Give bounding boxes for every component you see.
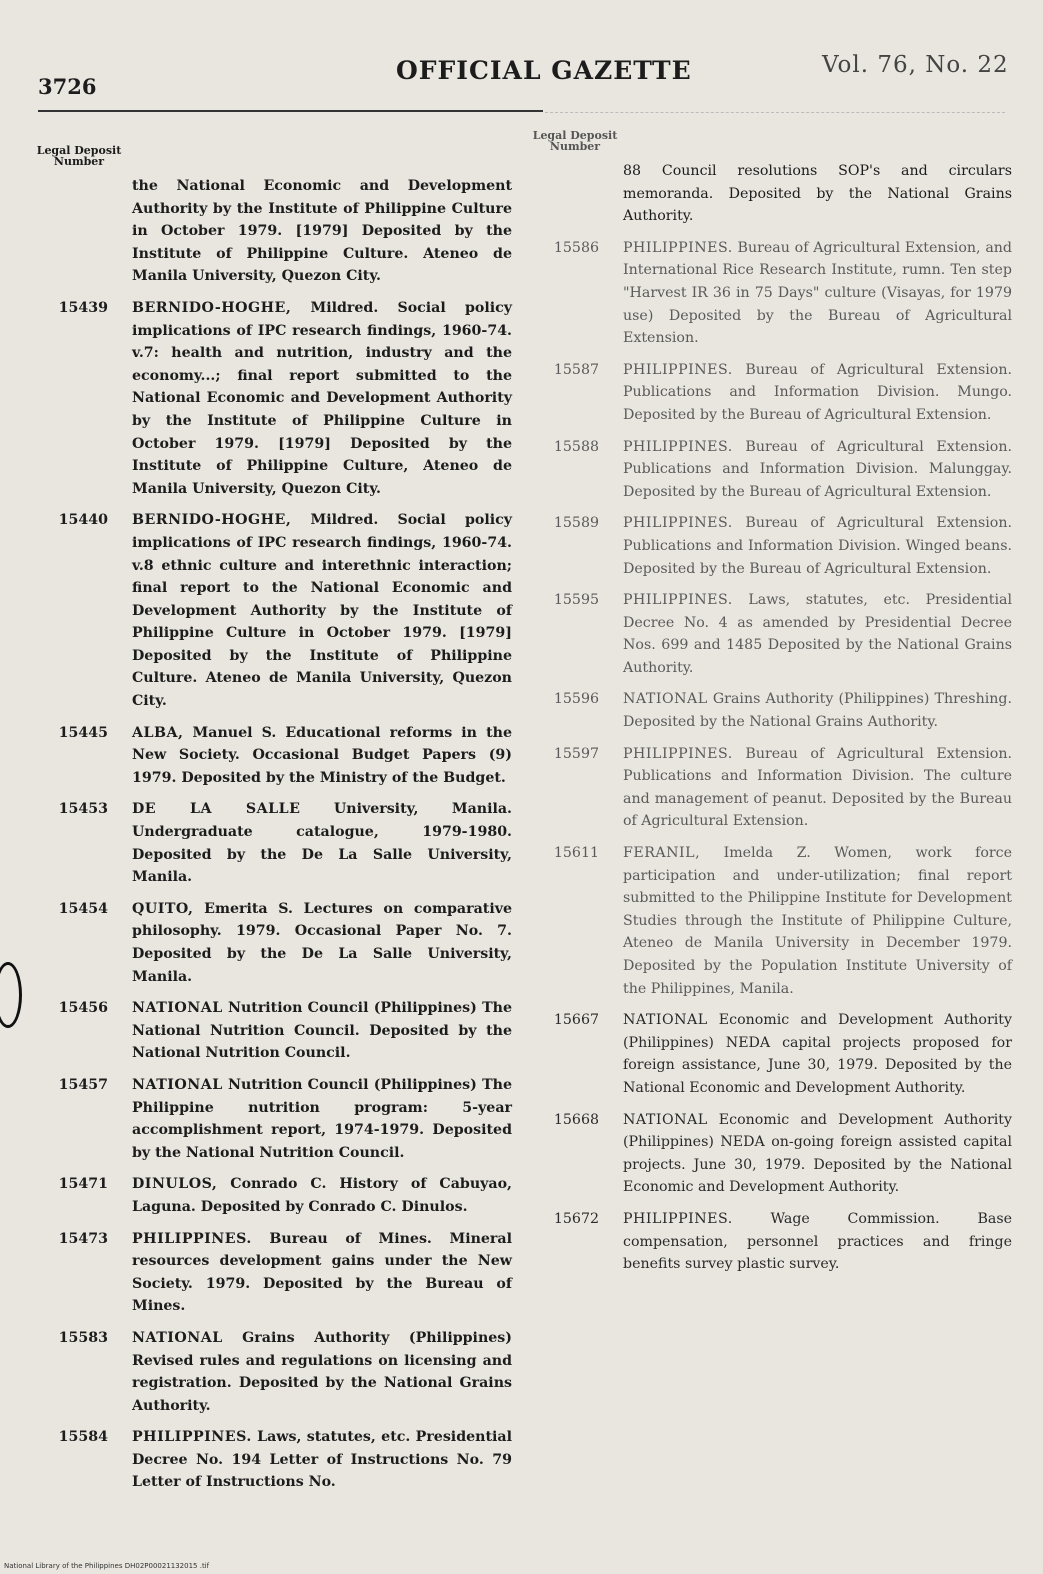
deposit-entry	[515, 512, 1012, 580]
entry-heading: DINULOS,	[132, 1176, 218, 1193]
publication-title: OFFICIAL GAZETTE	[396, 56, 692, 85]
deposit-number: 15456	[58, 1000, 108, 1017]
deposit-number: 15457	[58, 1076, 108, 1093]
column-heading-left: Legal Deposit Number	[36, 144, 122, 168]
entry-text: Grains Authority (Philippines) Threshing. Deposited by the National Grains Authority.	[623, 691, 1012, 731]
entry-text: Bureau of Agricultural Extension. Publications and Information Division. Malunggay. Deposited by the Bureau of Agricultural Extension.	[623, 438, 1012, 500]
entry-text: Emerita S. Lectures on comparative philosophy. 1979. Occasional Paper No. 7. Deposited by the De La Salle University, Manila.	[132, 900, 512, 985]
entry-heading: NATIONAL	[623, 1111, 708, 1128]
entry-text: Wage Commission. Base compensation, personnel practices and fringe benefits survey plastic survey.	[623, 1210, 1012, 1273]
entry-text: Bureau of Agricultural Extension. Publications and Information Division. Mungo. Deposited by the Bureau of Agricultural Extension.	[623, 361, 1012, 423]
deposit-number: 15440	[58, 512, 108, 529]
deposit-number: 15667	[553, 1012, 599, 1029]
entry-text: Conrado C. History of Cabuyao, Laguna. Deposited by Conrado C. Dinulos.	[132, 1176, 512, 1215]
deposit-entry	[515, 842, 1012, 1000]
deposit-entry	[24, 1074, 512, 1164]
deposit-entry	[24, 297, 512, 500]
entry-text: Mildred. Social policy implications of IPC research findings, 1960-74. v.7: health and nutrition, industry and the economy...; final report submitted to the National Economic and Development Authority by the Institute of Philippine Culture in October 1979. [1979] Deposited by the Institute of Philippine Culture, Ateneo de Manila University, Quezon City.	[132, 299, 512, 497]
entry-heading: NATIONAL	[623, 1012, 708, 1029]
entry-heading: FERANIL,	[623, 845, 701, 862]
deposit-entry	[24, 1327, 512, 1417]
header-rule	[38, 110, 543, 112]
deposit-number: 15473	[58, 1230, 108, 1247]
deposit-number: 15583	[58, 1329, 108, 1346]
entry-heading: NATIONAL	[132, 1076, 223, 1093]
deposit-number: 15587	[553, 361, 599, 378]
deposit-entry	[24, 1173, 512, 1218]
deposit-entry	[515, 237, 1012, 350]
entry-text: Imelda Z. Women, work force participation and under-utilization; final report submitted to the Philippine Institute for Development Studies through the Institute of Philippine Culture, Ateneo de Manila University in December 1979. Deposited by the Population Institute University of the Philippines, Manila.	[623, 845, 1012, 997]
entry-text: 88 Council resolutions SOP's and circulars memoranda. Deposited by the National Grains Authority.	[623, 163, 1012, 225]
deposit-number: 15584	[58, 1429, 108, 1446]
deposit-entry	[515, 359, 1012, 427]
entry-heading: ALBA,	[132, 724, 184, 741]
deposit-number: 15597	[553, 745, 599, 762]
entry-heading: PHILIPPINES.	[623, 361, 733, 378]
entry-text: Bureau of Agricultural Extension. Publications and Information Division. Winged beans. Deposited by the Bureau of Agricultural Extension.	[623, 515, 1012, 577]
deposit-number: 15471	[58, 1176, 108, 1193]
entry-text: Nutrition Council (Philippines) The Philippine nutrition program: 5-year accomplishment report, 1974-1979. Deposited by the National Nutrition Council.	[132, 1076, 512, 1161]
entry-heading: BERNIDO-HOGHE,	[132, 299, 292, 316]
entry-text: Bureau of Agricultural Extension, and International Rice Research Institute, rumn. Ten step "Harvest IR 36 in 75 Days" culture (Visayas, for 1979 use) Deposited by the Bureau of Agricultural Extension.	[623, 239, 1012, 347]
deposit-entry	[24, 997, 512, 1065]
deposit-entry	[515, 1109, 1012, 1199]
deposit-entry	[515, 743, 1012, 833]
volume-issue: Vol. 76, No. 22	[822, 52, 1009, 78]
deposit-entry	[24, 175, 512, 288]
entry-text: Bureau of Agricultural Extension. Publications and Information Division. The culture and management of peanut. Deposited by the Bureau of Agricultural Extension.	[623, 745, 1012, 830]
entry-text: Grains Authority (Philippines) Revised rules and regulations on licensing and registration. Deposited by the National Grains Authority.	[132, 1329, 512, 1414]
deposit-number: 15611	[553, 845, 599, 862]
entry-text: Mildred. Social policy implications of IPC research findings, 1960-74. v.8 ethnic culture and interethnic interaction; final report to the National Economic and Development Authority by the Institute of Philippine Culture in October 1979. [1979] Deposited by the Institute of Philippine Culture. Ateneo de Manila University, Quezon City.	[132, 512, 512, 710]
deposit-entry	[515, 1009, 1012, 1099]
deposit-entry	[515, 688, 1012, 733]
deposit-entry	[24, 1228, 512, 1318]
entry-heading: PHILIPPINES.	[623, 515, 733, 532]
entry-heading: PHILIPPINES.	[623, 592, 733, 609]
deposit-entry	[515, 436, 1012, 504]
header-rule-right	[545, 112, 1005, 113]
entry-text: Laws, statutes, etc. Presidential Decree No. 194 Letter of Instructions No. 79 Letter of Instructions No.	[132, 1429, 512, 1491]
deposit-entry	[24, 798, 512, 888]
deposit-number: 15595	[553, 592, 599, 609]
deposit-number: 15596	[553, 691, 599, 708]
entry-text: Laws, statutes, etc. Presidential Decree No. 4 as amended by Presidential Decree Nos. 699 and 1485 Deposited by the National Grains Authority.	[623, 592, 1012, 676]
entry-heading: PHILIPPINES.	[623, 1210, 733, 1227]
entry-text: Nutrition Council (Philippines) The National Nutrition Council. Deposited by the National Nutrition Council.	[132, 1000, 512, 1062]
deposit-number: 15439	[58, 299, 108, 316]
entry-heading: PHILIPPINES.	[623, 745, 733, 762]
scan-footer: National Library of the Philippines DH02P00021132015 .tif	[4, 1562, 210, 1570]
entry-heading: PHILIPPINES.	[132, 1230, 252, 1247]
deposit-entry	[515, 160, 1012, 228]
entry-text: Bureau of Mines. Mineral resources development gains under the New Society. 1979. Deposited by the Bureau of Mines.	[132, 1230, 512, 1315]
deposit-entry	[24, 509, 512, 712]
deposit-entry	[24, 722, 512, 790]
entry-heading: DE LA SALLE	[132, 801, 301, 818]
deposit-number: 15672	[553, 1210, 599, 1227]
deposit-number: 15453	[58, 801, 108, 818]
page-number: 3726	[38, 74, 97, 99]
entry-text: Economic and Development Authority (Philippines) NEDA capital projects proposed for foreign assistance, June 30, 1979. Deposited by the National Economic and Development Authority.	[623, 1012, 1012, 1096]
entry-text: Economic and Development Authority (Philippines) NEDA on-going foreign assisted capital projects. June 30, 1979. Deposited by the National Economic and Development Authority.	[623, 1111, 1012, 1196]
deposit-number: 15454	[58, 900, 108, 917]
deposit-entry	[515, 589, 1012, 679]
right-column	[515, 160, 1012, 1285]
entry-heading: PHILIPPINES.	[623, 239, 733, 256]
entry-text: Manuel S. Educational reforms in the New Society. Occasional Budget Papers (9) 1979. Deposited by the Ministry of the Budget.	[132, 724, 512, 786]
deposit-entry	[24, 1426, 512, 1494]
entry-heading: BERNIDO-HOGHE,	[132, 512, 292, 529]
entry-text: the National Economic and Development Authority by the Institute of Philippine Culture in October 1979. [1979] Deposited by the Institute of Philippine Culture. Ateneo de Manila University, Quezon City.	[132, 178, 512, 285]
deposit-entry	[515, 1208, 1012, 1276]
left-column	[24, 175, 512, 1503]
entry-heading: NATIONAL	[132, 1000, 223, 1017]
deposit-number: 15586	[553, 239, 599, 256]
entry-heading: QUITO,	[132, 900, 194, 917]
deposit-entry	[24, 898, 512, 988]
entry-heading: PHILIPPINES.	[623, 438, 733, 455]
deposit-number: 15668	[553, 1111, 599, 1128]
deposit-number: 15445	[58, 724, 108, 741]
entry-text: University, Manila. Undergraduate catalogue, 1979-1980. Deposited by the De La Salle University, Manila.	[132, 801, 512, 886]
deposit-number: 15588	[553, 438, 599, 455]
entry-heading: NATIONAL	[132, 1329, 223, 1346]
scan-blot	[0, 962, 22, 1028]
entry-heading: PHILIPPINES.	[132, 1429, 252, 1446]
entry-heading: NATIONAL	[623, 691, 708, 708]
deposit-number: 15589	[553, 515, 599, 532]
column-heading-right: Legal Deposit Number	[532, 129, 618, 153]
